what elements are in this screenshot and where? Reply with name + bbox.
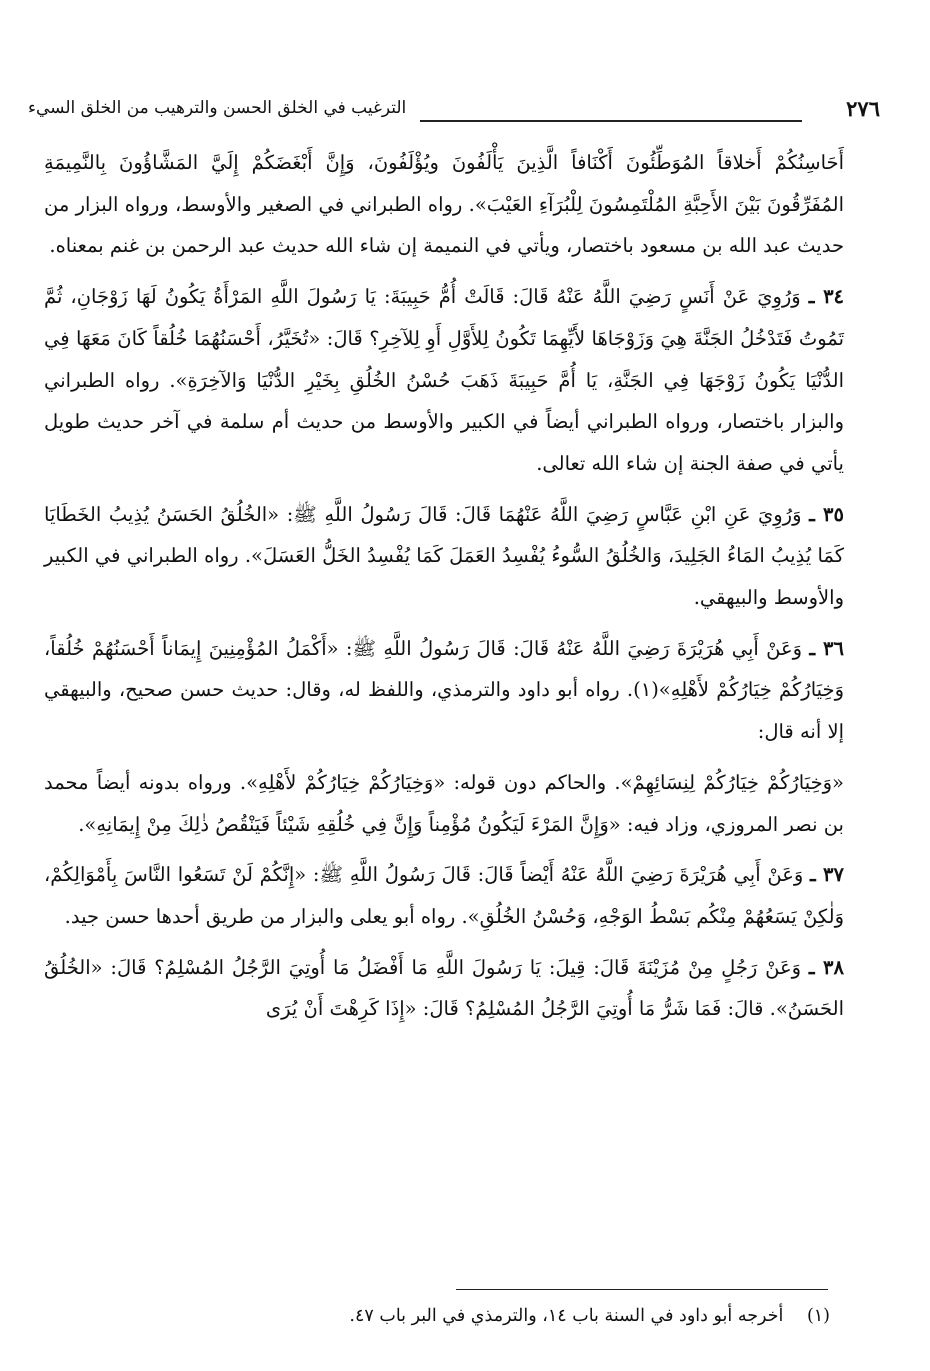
page-content bbox=[44, 142, 844, 1030]
paragraph-text: أَحَاسِنُكُمْ أَخلاقاً المُوَطِّئُونَ أَكْنَافاً الَّذِينَ يَأْلَفُونَ ويُؤْلَفُونَ، وَإِنَّ أَبْغَضَكُمْ إِلَيَّ المَشَّاؤُونَ بِالنَّمِيمَةِ المُفَرِّقُونَ بَيْنَ الأَحِبَّةِ المُلْتَمِسُونَ لِلْبُرَآءِ العَيْبَ». رواه الطبراني في الصغير والأوسط، ورواه البزار من حديث عبد الله بن مسعود باختصار، ويأتي في النميمة إن شاء الله حديث عبد الرحمن بن غنم بمعناه. bbox=[44, 151, 844, 258]
hadith-36-continuation bbox=[44, 762, 844, 845]
page-header bbox=[28, 96, 880, 126]
footnote bbox=[70, 1306, 830, 1326]
paragraph-continuation bbox=[44, 142, 844, 267]
hadith-34 bbox=[44, 276, 844, 485]
hadith-number: ٣٤ ـ bbox=[808, 285, 845, 309]
hadith-text: وَرُوِيَ عَنِ ابْنِ عَبَّاسٍ رَضِيَ اللَّهُ عَنْهُمَا قَالَ: قَالَ رَسُولُ اللَّهِ ﷺ: «الخُلُقُ الحَسَنُ يُذِيبُ الخَطَايَا كَمَا يُذِيبُ المَاءُ الجَلِيدَ، وَالخُلُقُ السُّوءُ يُفْسِدُ العَمَلَ كَمَا يُفْسِدُ الخَلُّ العَسَلَ». رواه الطبراني في الكبير والأوسط والبيهقي. bbox=[44, 502, 844, 610]
footnote-rule bbox=[456, 1289, 828, 1290]
hadith-38 bbox=[44, 947, 844, 1030]
hadith-37 bbox=[44, 854, 844, 937]
footnote-marker: (١) bbox=[806, 1306, 830, 1326]
hadith-36 bbox=[44, 628, 844, 753]
hadith-number: ٣٧ ـ bbox=[810, 863, 844, 887]
footnote-text: أخرجه أبو داود في السنة باب ١٤، والترمذي في البر باب ٤٧. bbox=[349, 1306, 784, 1326]
hadith-number: ٣٥ ـ bbox=[809, 502, 844, 526]
paragraph-text: «وَخِيَارُكُمْ خِيَارُكُمْ لِنِسَائِهِمْ». والحاكم دون قوله: «وَخِيَارُكُمْ خِيَارُكُمْ لأَهْلِهِ». ورواه بدونه أيضاً محمد بن نصر المروزي، وزاد فيه: «وَإِنَّ المَرْءَ لَيَكُونُ مُؤْمِناً وَإِنَّ فِي خُلُقِهِ شَيْئاً فَيَنْقُصُ ذٰلِكَ مِنْ إِيمَانِهِ». bbox=[44, 770, 844, 836]
hadith-35 bbox=[44, 494, 844, 619]
running-title: الترغيب في الخلق الحسن والترهيب من الخلق السيء bbox=[28, 98, 407, 118]
hadith-text: وَرُوِيَ عَنْ أَنَسٍ رَضِيَ اللَّهُ عَنْهُ قَالَ: قَالَتْ أُمُّ حَبِيبَةَ: يَا رَسُولَ اللَّهِ المَرْأَةُ يَكُونُ لَهَا زَوْجَانِ، ثُمَّ تَمُوتُ فَتَدْخُلُ الجَنَّةَ هِيَ وَزَوْجَاهَا لأَيِّهِمَا تَكُونُ لِلأَوَّلِ أَوِ لِلآخِرِ؟ قَالَ: «تُخَيَّرُ، أَحْسَنُهُمَا خُلُقاً كَانَ مَعَهَا فِي الدُّنْيَا يَكُونُ زَوْجَهَا فِي الجَنَّةِ، يَا أُمَّ حَبِيبَةَ ذَهَبَ حُسْنُ الخُلُقِ بِخَيْرِ الدُّنْيَا وَالآخِرَةِ». رواه الطبراني والبزار باختصار، ورواه الطبراني أيضاً في الكبير والأوسط من حديث أم سلمة في آخر حديث طويل يأتي في صفة الجنة إن شاء الله تعالى. bbox=[44, 285, 844, 475]
hadith-number: ٣٨ ـ bbox=[808, 955, 844, 979]
hadith-text: وَعَنْ أَبِي هُرَيْرَةَ رَضِيَ اللَّهُ عَنْهُ أَيْضاً قَالَ: قَالَ رَسُولُ اللَّهِ ﷺ: «إِنَّكُمْ لَنْ تَسَعُوا النَّاسَ بِأَمْوَالِكُمْ، وَلٰكِنْ يَسَعُهُمْ مِنْكُم بَسْطُ الوَجْهِ، وَحُسْنُ الخُلُقِ». رواه أبو يعلى والبزار من طريق أحدها حسن جيد. bbox=[44, 863, 844, 928]
hadith-number: ٣٦ ـ bbox=[809, 636, 844, 660]
page-number: ٢٧٦ bbox=[846, 96, 880, 121]
header-rule bbox=[420, 120, 802, 122]
hadith-text: وَعَنْ رَجُلٍ مِنْ مُزَيْنَةَ قَالَ: قِيلَ: يَا رَسُولَ اللَّهِ مَا أَفْضَلُ مَا أُوتِيَ الرَّجُلُ المُسْلِمُ؟ قَالَ: «الخُلُقُ الحَسَنُ». قالَ: فَمَا شَرُّ مَا أُوتِيَ الرَّجُلُ المُسْلِمُ؟ قَالَ: «إِذَا كَرِهْتَ أَنْ يُرَى bbox=[44, 955, 844, 1021]
hadith-text: وَعَنْ أَبِي هُرَيْرَةَ رَضِيَ اللَّهُ عَنْهُ قَالَ: قَالَ رَسُولُ اللَّهِ ﷺ: «أَكْمَلُ المُؤْمِنِينَ إِيمَاناً أَحْسَنُهُمْ خُلُقاً، وَخِيَارُكُمْ خِيَارُكُمْ لأَهْلِهِ»(١). رواه أبو داود والترمذي، واللفظ له، وقال: حديث حسن صحيح، والبيهقي إلا أنه قال: bbox=[44, 636, 844, 744]
